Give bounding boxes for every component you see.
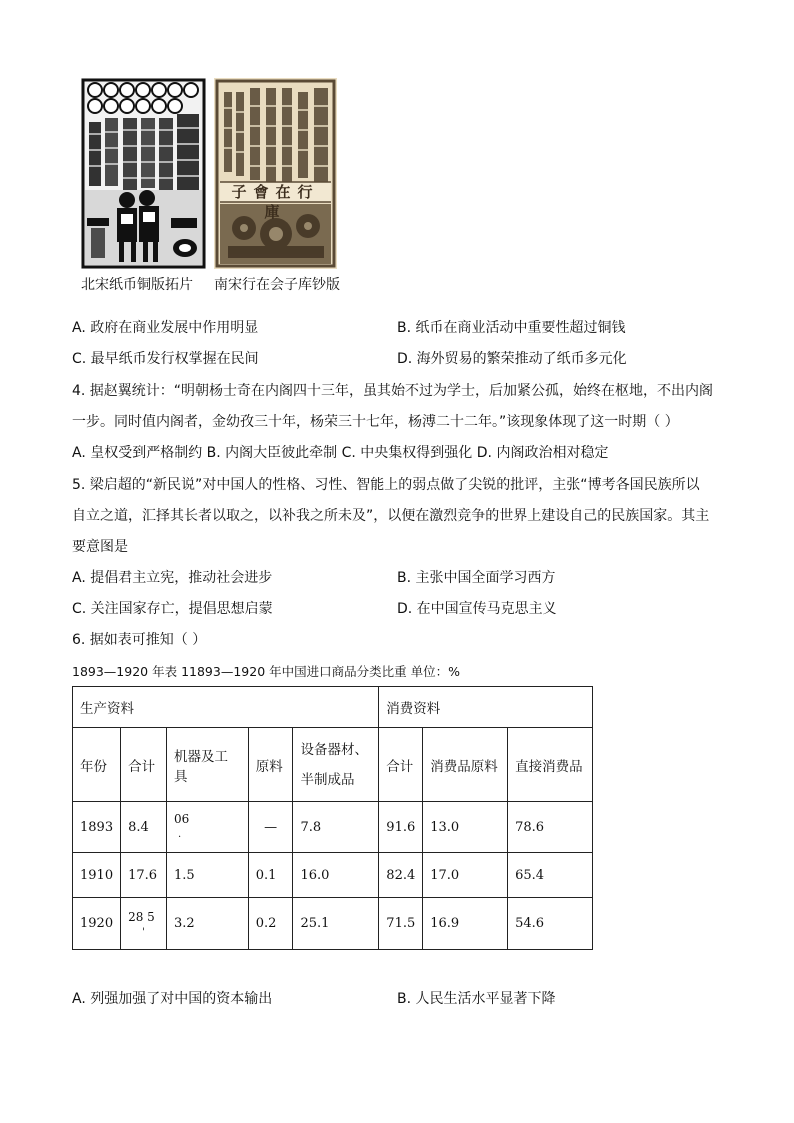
q3-option-c: C. 最早纸币发行权掌握在民间 (72, 351, 259, 367)
cell-consumer-raw: 16.9 (423, 898, 508, 950)
header-raw-materials: 原料 (248, 728, 293, 802)
table-row (73, 802, 593, 853)
cell-machinery-value: 06 (174, 811, 190, 826)
q3-option-d: D. 海外贸易的繁荣推动了纸币多元化 (397, 351, 627, 367)
southern-song-huizi-plate-image (214, 78, 337, 269)
table-row (73, 853, 593, 898)
cell-direct-consumer: 78.6 (508, 802, 593, 853)
q5-option-a: A. 提倡君主立宪，推动社会进步 (72, 570, 273, 586)
q3-option-b: B. 纸币在商业活动中重要性超过铜钱 (397, 320, 626, 336)
cell-consumption-total: 71.5 (379, 898, 423, 950)
cell-raw-materials: 0.2 (248, 898, 293, 950)
q6-option-a: A. 列强加强了对中国的资本输出 (72, 991, 273, 1007)
cell-direct-consumer: 54.6 (508, 898, 593, 950)
cell-machinery: 1.5 (167, 853, 249, 898)
table-group-header-row (73, 687, 593, 728)
cell-year: 1910 (73, 853, 121, 898)
q6-option-b: B. 人民生活水平显著下降 (397, 991, 556, 1007)
cell-consumer-raw: 13.0 (423, 802, 508, 853)
q4-stem-line2: 一步。同时值内阁者，金幼孜三十年，杨荣三十七年，杨溥二十二年。”该现象体现了这一时期（ ） (72, 414, 679, 430)
cell-year: 1893 (73, 802, 121, 853)
figure-caption-right: 南宋行在会子库钞版 (214, 277, 340, 293)
import-composition-table (72, 686, 593, 950)
header-equipment-line1: 设备器材、 (300, 741, 368, 758)
cell-production-total-value: 28 5 (128, 910, 155, 924)
q4-stem-line1: 4. 据赵翼统计：“明朝杨士奇在内阁四十三年，虽其始不过为学士，后加紧公孤，始终在枢地，不出内阁 (72, 383, 714, 399)
cell-production-total: 28 5 ' (121, 898, 167, 950)
cell-machinery: 06 . (167, 802, 249, 853)
header-year: 年份 (73, 728, 121, 802)
group-production: 生产资料 (73, 687, 379, 728)
figure-caption-left: 北宋纸币铜版拓片 (81, 277, 193, 293)
cell-equipment: 16.0 (293, 853, 379, 898)
header-production-total: 合计 (121, 728, 167, 802)
header-equipment (293, 728, 379, 802)
cell-consumer-raw: 17.0 (423, 853, 508, 898)
huizi-plate-header-text: 行在會子庫 (231, 183, 320, 221)
northern-song-banknote-rubbing-image (81, 78, 206, 269)
q5-stem-line2: 自立之道，汇择其长者以取之，以补我之所未及”，以便在激烈竞争的世界上建设自己的民族国家。其主 (72, 508, 710, 524)
cell-year: 1920 (73, 898, 121, 950)
q5-option-b: B. 主张中国全面学习西方 (397, 570, 556, 586)
header-direct-consumer: 直接消费品 (508, 728, 593, 802)
group-consumption: 消费资料 (379, 687, 593, 728)
cell-raw-materials: — (248, 802, 293, 853)
cell-direct-consumer: 65.4 (508, 853, 593, 898)
header-equipment-line2: 半制成品 (300, 771, 355, 788)
q5-option-d: D. 在中国宣传马克思主义 (397, 601, 557, 617)
q5-stem-line3: 要意图是 (72, 539, 128, 555)
q3-option-a: A. 政府在商业发展中作用明显 (72, 320, 259, 336)
cell-machinery: 3.2 (167, 898, 249, 950)
cell-equipment: 7.8 (293, 802, 379, 853)
cell-raw-materials: 0.1 (248, 853, 293, 898)
q5-stem-line1: 5. 梁启超的“新民说”对中国人的性格、习性、智能上的弱点做了尖锐的批评，主张“博考各国民族所以 (72, 477, 700, 493)
q5-option-c: C. 关注国家存亡，提倡思想启蒙 (72, 601, 273, 617)
q6-table-title: 1893—1920 年表 11893—1920 年中国进口商品分类比重 单位：% (72, 664, 460, 679)
q4-options: A. 皇权受到严格制约 B. 内阁大臣彼此牵制 C. 中央集权得到强化 D. 内阁政治相对稳定 (72, 445, 609, 461)
cell-consumption-total: 91.6 (379, 802, 423, 853)
cell-equipment: 25.1 (293, 898, 379, 950)
header-consumer-raw: 消费品原料 (423, 728, 508, 802)
q6-stem: 6. 据如表可推知（ ） (72, 632, 207, 648)
table-header-row (73, 728, 593, 802)
header-machinery: 机器及工具 (167, 728, 249, 802)
cell-production-total: 17.6 (121, 853, 167, 898)
table-row (73, 898, 593, 950)
header-consumption-total: 合计 (379, 728, 423, 802)
cell-consumption-total: 82.4 (379, 853, 423, 898)
cell-production-total: 8.4 (121, 802, 167, 853)
